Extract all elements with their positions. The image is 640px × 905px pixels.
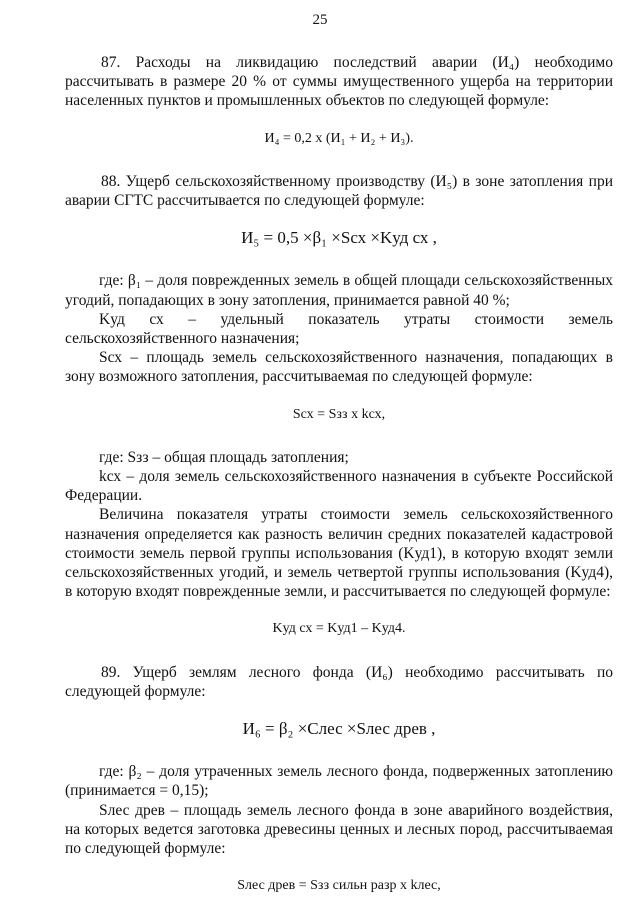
definition-beta1: где: β₁ – доля поврежденных земель в общей площади сельскохозяйственных угодий, попадающих в зону затопления, принимается равной 40 %;	[65, 272, 613, 309]
definition-kud-sx: Kуд сх – удельный показатель утраты стоимости земель сельскохозяйственного назначения;	[65, 310, 613, 348]
formula-s-sx: Sсх = Sзз x kсх,	[292, 406, 386, 422]
paragraph-89: 89. Ущерб землям лесного фонда (И₆) необходимо рассчитывать по следующей формуле:	[65, 663, 613, 700]
formula-i5: И₅ = 0,5 ×β₁ ×Sсх ×Kуд сх ,	[241, 228, 437, 248]
paragraph-88: 88. Ущерб сельскохозяйственному производству (И₅) в зоне затопления при аварии СГТС рассчитывается по следующей формуле:	[65, 172, 613, 210]
formula-kud-sx: Kуд сх = Kуд1 – Kуд4.	[272, 621, 406, 637]
definition-s-sx: Sсх – площадь земель сельскохозяйственного назначения, попадающих в зону возможного затопления, рассчитываемая по следующей формуле:	[65, 349, 613, 386]
definition-k-sx: kсх – доля земель сельскохозяйственного назначения в субъекте Российской Федерации.	[65, 468, 613, 505]
paragraph-87: 87. Расходы на ликвидацию последствий аварии (И₄) необходимо рассчитывать в размере 20 % от суммы имущественного ущерба на территории населенных пунктов и промышленных объектов по следующей формуле:	[65, 54, 613, 110]
paragraph-velichina: Величина показателя утраты стоимости земель сельскохозяйственного назначения определяется как разность величин средних показателей кадастровой стоимости земель первой группы использования (Kуд1), в которую входят земли сельскохозяйственных угодий, и земель четвертой группы использования (Kуд4), в которую входят поврежденные земли, и рассчитывается по следующей формуле:	[65, 506, 613, 601]
definition-beta2: где: β₂ – доля утраченных земель лесного фонда, подверженных затоплению (принимается = 0,15);	[65, 763, 613, 800]
definition-s-les-drev: Sлес древ – площадь земель лесного фонда в зоне аварийного воздействия, на которых ведется заготовка древесины ценных и лесных пород, рассчитываемая по следующей формуле:	[65, 801, 613, 858]
definition-s-zz: где: Sзз – общая площадь затопления;	[99, 448, 349, 466]
page-number: 25	[312, 12, 328, 28]
document-body	[65, 53, 613, 896]
formula-i6: И₆ = β₂ ×Cлес ×Sлес древ ,	[242, 719, 436, 739]
formula-i4: И₄ = 0,2 x (И₁ + И₂ + И₃).	[264, 130, 414, 146]
formula-s-les-drev: Sлес древ = Sзз сильн разр x kлес,	[237, 878, 441, 894]
